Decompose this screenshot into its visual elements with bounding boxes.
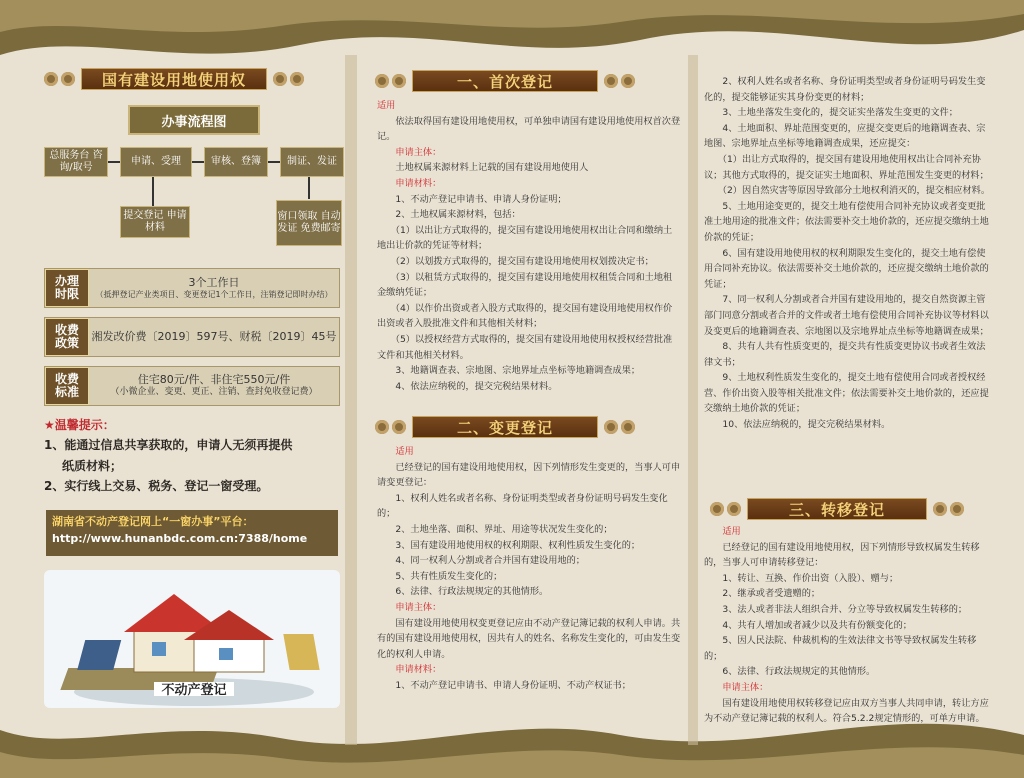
paragraph: 3、地籍调查表、宗地图、宗地界址点坐标等地籍调查成果； — [377, 365, 641, 377]
paragraph: 7、同一权利人分割或者合并国有建设用地的，提交自然资源主管部门同意分割或者合并的文件或者土地有偿使用合同补充协议等材料以及变更后的地籍调查表、宗地图以及宗地界址点坐标等地籍调查成果； — [704, 294, 989, 337]
time-limit-note: （抵押登记产业类项目、变更登记1个工作日，注销登记即时办结） — [95, 289, 333, 299]
change-registration-continued-text — [704, 74, 994, 433]
flow-step-front-desk: 总服务台 咨询/取号 — [44, 147, 108, 177]
paragraph: 3、法人或者非法人组织合并、分立等导致权属发生转移的； — [704, 603, 968, 615]
paragraph: （3）以租赁方式取得的，提交国有建设用地使用权租赁合同和土地租金缴纳凭证； — [377, 271, 673, 299]
flow-step-issue: 制证、发证 — [280, 147, 344, 177]
subheading: 申请主体： — [377, 601, 442, 613]
middle-panel — [365, 60, 687, 750]
subheading: 适用 — [377, 446, 414, 457]
tip-line: 1、能通过信息共享获取的，申请人无须再提供 — [44, 438, 293, 453]
paragraph: 2、权利人姓名或者名称、身份证明类型或者身份证明号码发生变化的，提交能够证实其身份变更的材料； — [704, 76, 986, 103]
house-sign: 不动产登记 — [161, 683, 227, 698]
header-dot-icon — [950, 502, 964, 516]
paragraph: 5、共有性质发生变化的； — [377, 570, 503, 582]
paragraph: （2）因自然灾害等原因导致部分土地权利消灭的，提交相应材料。 — [704, 185, 991, 197]
header-dot-icon — [710, 502, 724, 516]
time-limit-main: 3个工作日 — [188, 275, 240, 289]
paragraph: （1）出让方式取得的，提交国有建设用地使用权出让合同补充协议；其他方式取得的，提交证实土地面积、界址范围发生变更的材料； — [704, 153, 989, 181]
paragraph: （4）以作价出资或者入股方式取得的，提交国有建设用地使用权作价出资或者入股批准文件和其他相关材料； — [377, 302, 673, 330]
header-dot-icon — [61, 72, 75, 86]
paragraph: （2）以划拨方式取得的，提交国有建设用地使用权划拨决定书； — [377, 255, 654, 267]
paragraph: 1、不动产登记申请书、申请人身份证明； — [377, 193, 567, 205]
fee-policy-label: 收费 政策 — [45, 318, 89, 356]
change-registration-text — [377, 444, 681, 694]
transfer-registration-text — [704, 524, 994, 727]
section-header-change-registration — [375, 416, 635, 438]
section-header-title: 三、转移登记 — [747, 498, 927, 520]
tip-line: 2、实行线上交易、税务、登记一窗受理。 — [44, 479, 269, 494]
header-dot-icon — [392, 420, 406, 434]
paragraph: 5、因人民法院、仲裁机构的生效法律文书等导致权属发生转移的； — [704, 635, 977, 662]
tips-block — [44, 415, 344, 497]
header-dot-icon — [273, 72, 287, 86]
right-panel — [700, 60, 1000, 750]
fee-policy-box — [44, 317, 340, 357]
flow-pickup: 窗口领取 自动发证 免费邮寄 — [276, 200, 342, 246]
paragraph: 9、土地权利性质发生变化的，提交土地有偿使用合同或者授权经营、作价出资入股等相关批准文件；依法需要补交土地价款的，还应提交缴纳土地价款的凭证； — [704, 372, 989, 415]
header-dot-icon — [392, 74, 406, 88]
section-header-transfer-registration — [710, 498, 964, 520]
flow-submit-materials: 提交登记 申请材料 — [120, 206, 190, 238]
paragraph: 3、国有建设用地使用权的权利期限、权利性质发生变化的； — [377, 539, 641, 551]
flowchart-title: 办事流程图 — [128, 105, 260, 135]
platform-url-link[interactable]: http://www.hunanbdc.com.cn:7388/home — [52, 531, 308, 545]
paragraph: （5）以授权经营方式取得的，提交国有建设用地使用权授权经营批准文件和其他相关材料。 — [377, 333, 673, 361]
header-dot-icon — [290, 72, 304, 86]
flow-step-review: 审核、登簿 — [204, 147, 268, 177]
subheading: 申请材料： — [377, 177, 442, 189]
paragraph: 2、土地坐落、面积、界址、用途等状况发生变化的； — [377, 523, 613, 535]
paragraph: 8、共有人共有性质变更的，提交共有性质变更协议书或者生效法律文书； — [704, 341, 986, 368]
subheading: 适用 — [377, 100, 396, 111]
paragraph: 10、依法应纳税的，提交完税结果材料。 — [704, 419, 891, 431]
paragraph: 国有建设用地使用权变更登记应由不动产登记簿记载的权利人申请。共有的国有建设用地使用权，因共有人的姓名、名称发生变化的，可由发生变化的权利人申请。 — [377, 617, 681, 660]
subheading: 申请材料： — [377, 664, 442, 676]
paragraph: 6、国有建设用地使用权的权利期限发生变化的，提交土地有偿使用合同补充协议。依法需要补交土地价款的，还应提交缴纳土地价款的凭证； — [704, 247, 989, 290]
paragraph: 国有建设用地使用权转移登记应由双方当事人共同申请，转让方应为不动产登记簿记载的权利人。符合5.2.2规定情形的，可单方申请。 — [704, 697, 989, 725]
header-dot-icon — [933, 502, 947, 516]
paragraph: 1、不动产登记申请书、申请人身份证明、不动产权证书； — [377, 679, 631, 691]
arrow-down-icon — [308, 177, 310, 199]
section-header-title: 一、首次登记 — [412, 70, 598, 92]
platform-title: 湖南省不动产登记网上“一窗办事”平台： — [52, 515, 254, 528]
paragraph: 1、权利人姓名或者名称、身份证明类型或者身份证明号码发生变化的； — [377, 492, 668, 520]
paragraph: 3、土地坐落发生变化的，提交证实坐落发生变更的文件； — [704, 107, 958, 119]
arrow-up-icon — [152, 177, 154, 207]
fee-standard-note: （小微企业、变更、更正、注销、查封免收登记费） — [110, 387, 318, 398]
paragraph: 4、共有人增加或者减少以及共有份额变化的； — [704, 619, 912, 631]
arrow-right-icon — [192, 161, 204, 163]
paragraph: 6、法律、行政法规规定的其他情形。 — [377, 586, 549, 598]
arrow-right-icon — [268, 161, 280, 163]
tip-line: 纸质材料； — [62, 458, 123, 473]
paragraph: 1、转让、互换、作价出资（入股）、赠与； — [704, 572, 899, 584]
subheading: 申请主体： — [377, 146, 442, 158]
header-dot-icon — [604, 74, 618, 88]
paragraph: 6、法律、行政法规规定的其他情形。 — [704, 666, 876, 678]
paragraph: 2、土地权属来源材料，包括： — [377, 209, 521, 221]
paragraph: 已经登记的国有建设用地使用权，因下列情形发生变更的，当事人可申请变更登记： — [377, 461, 681, 489]
paragraph: 土地权属来源材料上记载的国有建设用地使用人 — [377, 162, 589, 174]
paragraph: 4、同一权利人分割或者合并国有建设用地的； — [377, 555, 585, 567]
tips-title: ★温馨提示： — [44, 418, 115, 432]
paragraph: 依法取得国有建设用地使用权，可单独申请国有建设用地使用权首次登记。 — [377, 115, 681, 143]
paragraph: 2、继承或者受遗赠的； — [704, 588, 821, 600]
header-dot-icon — [621, 420, 635, 434]
online-platform-box — [46, 510, 338, 556]
time-limit-label: 办理 时限 — [45, 269, 89, 307]
header-dot-icon — [604, 420, 618, 434]
section-header-land-use — [44, 68, 304, 90]
fee-standard-main: 住宅80元/件、非住宅550元/件 — [137, 373, 291, 386]
header-dot-icon — [727, 502, 741, 516]
paragraph: 4、依法应纳税的，提交完税结果材料。 — [377, 380, 558, 392]
paragraph: 4、土地面积、界址范围变更的，应提交变更后的地籍调查表、宗地图、宗地界址点坐标等地籍调查成果，还应提交： — [704, 122, 986, 150]
section-header-title: 二、变更登记 — [412, 416, 598, 438]
fee-standard-label: 收费 标准 — [45, 367, 89, 405]
section-header-first-registration — [375, 70, 635, 92]
paragraph: 5、土地用途变更的，提交土地有偿使用合同补充协议或者变更批准土地用途的批准文件；依法需要补交土地价款的，还应提交缴纳土地价款的凭证； — [704, 200, 989, 243]
header-dot-icon — [44, 72, 58, 86]
subheading: 适用 — [704, 526, 741, 537]
paragraph: 已经登记的国有建设用地使用权，因下列情形导致权属发生转移的，当事人可申请转移登记： — [704, 541, 980, 569]
house-icon — [44, 570, 340, 708]
section-header-title: 国有建设用地使用权 — [81, 68, 267, 90]
header-dot-icon — [375, 74, 389, 88]
fee-policy-text: 湘发改价费〔2019〕597号、财税〔2019〕45号 — [91, 329, 337, 343]
paragraph: （1）以出让方式取得的，提交国有建设用地使用权出让合同和缴纳土地出让价款的凭证等材料； — [377, 224, 673, 252]
first-registration-text — [377, 98, 681, 394]
arrow-right-icon — [108, 161, 120, 163]
house-illustration — [44, 570, 340, 708]
header-dot-icon — [375, 420, 389, 434]
time-limit-box — [44, 268, 340, 308]
header-dot-icon — [621, 74, 635, 88]
left-panel — [28, 60, 346, 750]
fee-standard-box — [44, 366, 340, 406]
flow-step-accept: 申请、受理 — [120, 147, 192, 177]
subheading: 申请主体： — [704, 681, 769, 693]
